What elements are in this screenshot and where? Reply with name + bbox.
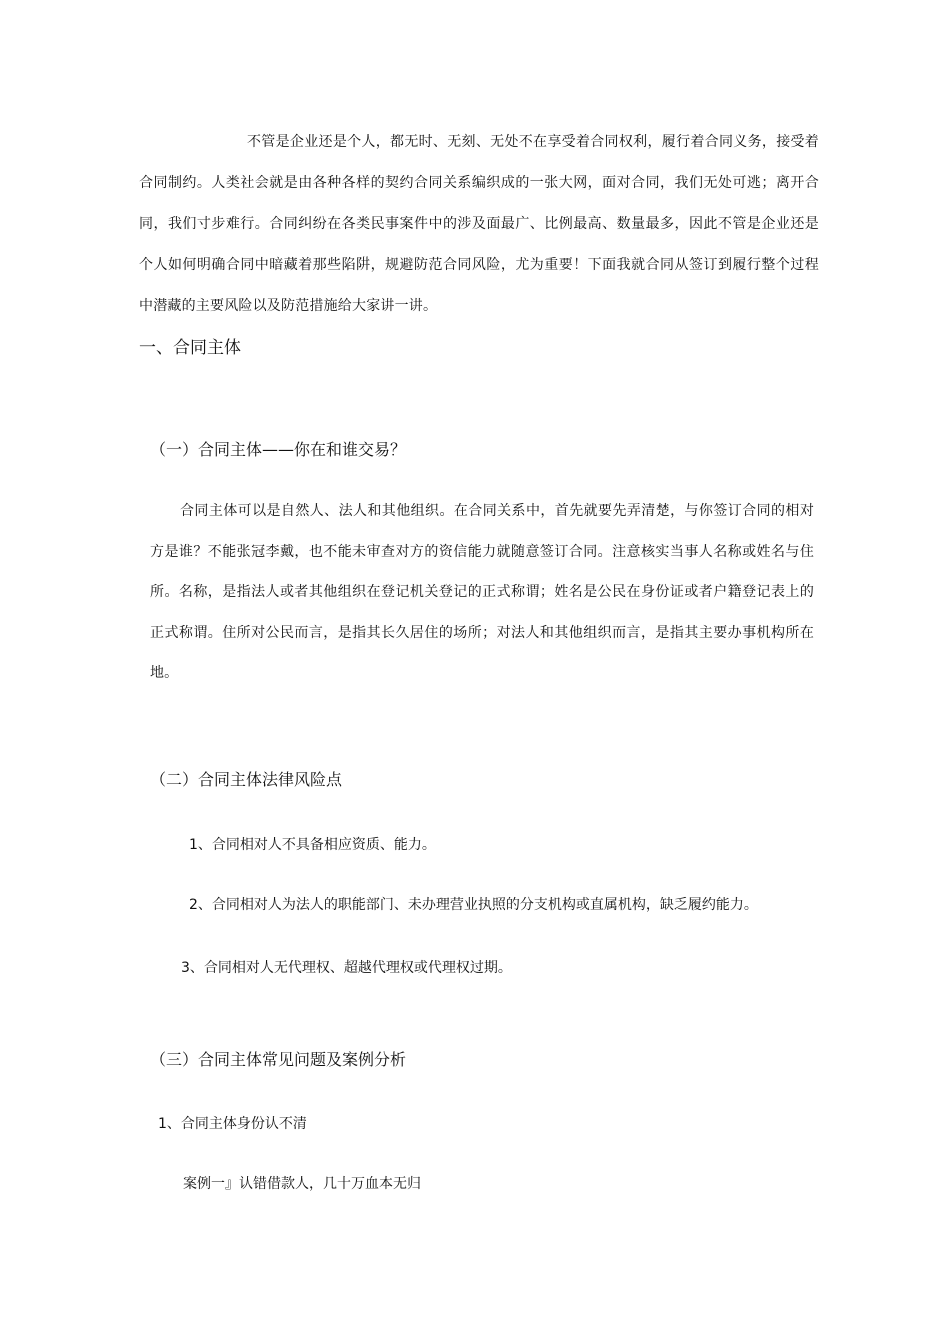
subsection-body-1: 合同主体可以是自然人、法人和其他组织。在合同关系中，首先就要先弄清楚，与你签订合同的相对方是谁？不能张冠李戴，也不能未审查对方的资信能力就随意签订合同。注意核实当事人名称或姓名与住所。名称，是指法人或者其他组织在登记机关登记的正式称谓；姓名是公民在身份证或者户籍登记表上的正式称谓。住所对公民而言，是指其长久居住的场所；对法人和其他组织而言，是指其主要办事机构所在地。 — [150, 503, 814, 681]
risk-item: 2、合同相对人为法人的职能部门、未办理营业执照的分支机构或直属机构，缺乏履约能力。 — [189, 897, 758, 913]
risk-item: 1、合同相对人不具备相应资质、能力。 — [189, 837, 436, 853]
section-heading: 一、合同主体 — [139, 338, 241, 358]
risk-item: 3、合同相对人无代理权、超越代理权或代理权过期。 — [181, 960, 512, 976]
subsection-title-2: （二）合同主体法律风险点 — [150, 770, 343, 789]
intro-paragraph: 不管是企业还是个人，都无时、无刻、无处不在享受着合同权利，履行着合同义务，接受着合同制约。人类社会就是由各种各样的契约合同关系编织成的一张大网，面对合同，我们无处可逃；离开合同，我们寸步难行。合同纠纷在各类民事案件中的涉及面最广、比例最高、数量最多，因此不管是企业还是个人如何明确合同中暗藏着那些陷阱，规避防范合同风险，尤为重要！下面我就合同从签订到履行整个过程中潜藏的主要风险以及防范措施给大家讲一讲。 — [139, 134, 819, 314]
problem-point: 1、合同主体身份认不清 — [158, 1116, 307, 1132]
subsection-title-3: （三）合同主体常见问题及案例分析 — [150, 1050, 407, 1069]
case-title: 案例一』认错借款人，几十万血本无归 — [183, 1176, 421, 1192]
subsection-title-1: （一）合同主体——你在和谁交易？ — [150, 440, 407, 459]
